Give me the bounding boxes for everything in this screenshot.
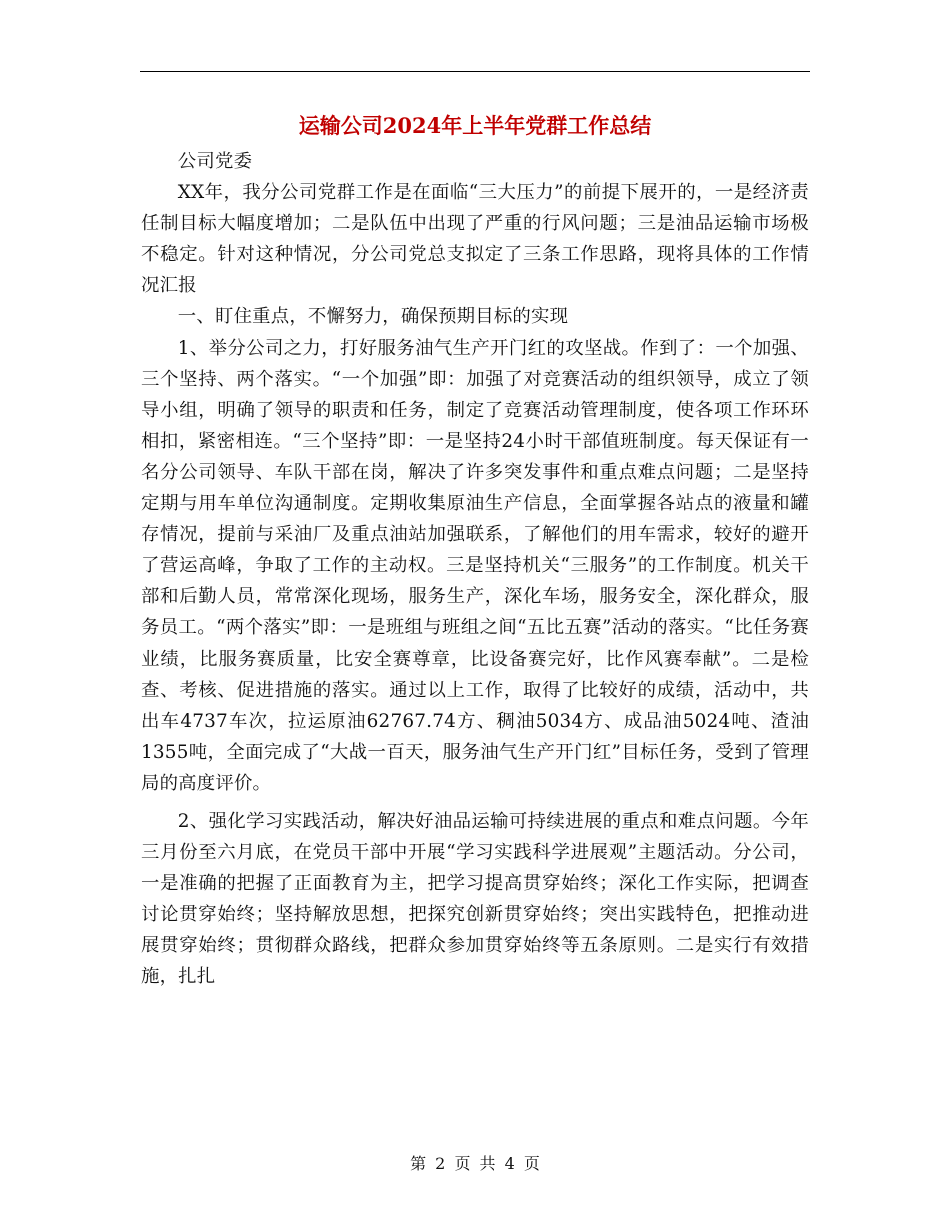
section-heading-1: 一、盯住重点，不懈努力，确保预期目标的实现 [177,306,569,328]
paragraph-addressee: 公司党委 [177,151,253,172]
document-title: 运输公司2024年上半年党群工作总结 [298,113,652,138]
page-footer: 第 2 页 共 4 页 [410,1154,540,1173]
header-rule [140,71,810,72]
paragraph-item-1: 1、举分公司之力，打好服务油气生产开门红的攻坚战。作到了：一个加强、三个坚持、两个落实。“一个加强”即：加强了对竞赛活动的组织领导，成立了领导小组，明确了领导的职责和任务，制定了竞赛活动管理制度，使各项工作环环相扣，紧密相连。“三个坚持”即：一是坚持24小时干部值班制度。每天保证有一名分公司领导、车队干部在岗，解决了许多突发事件和重点难点问题；二是坚持定期与用车单位沟通制度。定期收集原油生产信息，全面掌握各站点的液量和罐存情况，提前与采油厂及重点油站加强联系，了解他们的用车需求，较好的避开了营运高峰，争取了工作的主动权。三是坚持机关“三服务”的工作制度。机关干部和后勤人员，常常深化现场，服务生产，深化车场，服务安全，深化群众，服务员工。“两个落实”即：一是班组与班组之间“五比五赛”活动的落实。“比任务赛业绩，比服务赛质量，比安全赛尊章，比设备赛完好，比作风赛奉献”。二是检查、考核、促进措施的落实。通过以上工作，取得了比较好的成绩，活动中，共出车4737车次，拉运原油62767.74方、稠油5034方、成品油5024吨、渣油1355吨，全面完成了“大战一百天，服务油气生产开门红”目标任务，受到了管理局的高度评价。 [141,337,809,794]
paragraph-item-2: 2、强化学习实践活动，解决好油品运输可持续进展的重点和难点问题。今年三月份至六月底，在党员干部中开展“学习实践科学进展观”主题活动。分公司，一是准确的把握了正面教育为主，把学习提高贯穿始终；深化工作实际，把调查讨论贯穿始终；坚持解放思想，把探究创新贯穿始终；突出实践特色，把推动进展贯穿始终；贯彻群众路线，把群众参加贯穿始终等五条原则。二是实行有效措施，扎扎 [141,810,809,988]
document-body [141,146,809,993]
paragraph-intro: XX年，我分公司党群工作是在面临“三大压力”的前提下展开的，一是经济责任制目标大幅度增加；二是队伍中出现了严重的行风问题；三是油品运输市场极不稳定。针对这种情况，分公司党总支拟定了三条工作思路，现将具体的工作情况汇报 [141,182,809,297]
